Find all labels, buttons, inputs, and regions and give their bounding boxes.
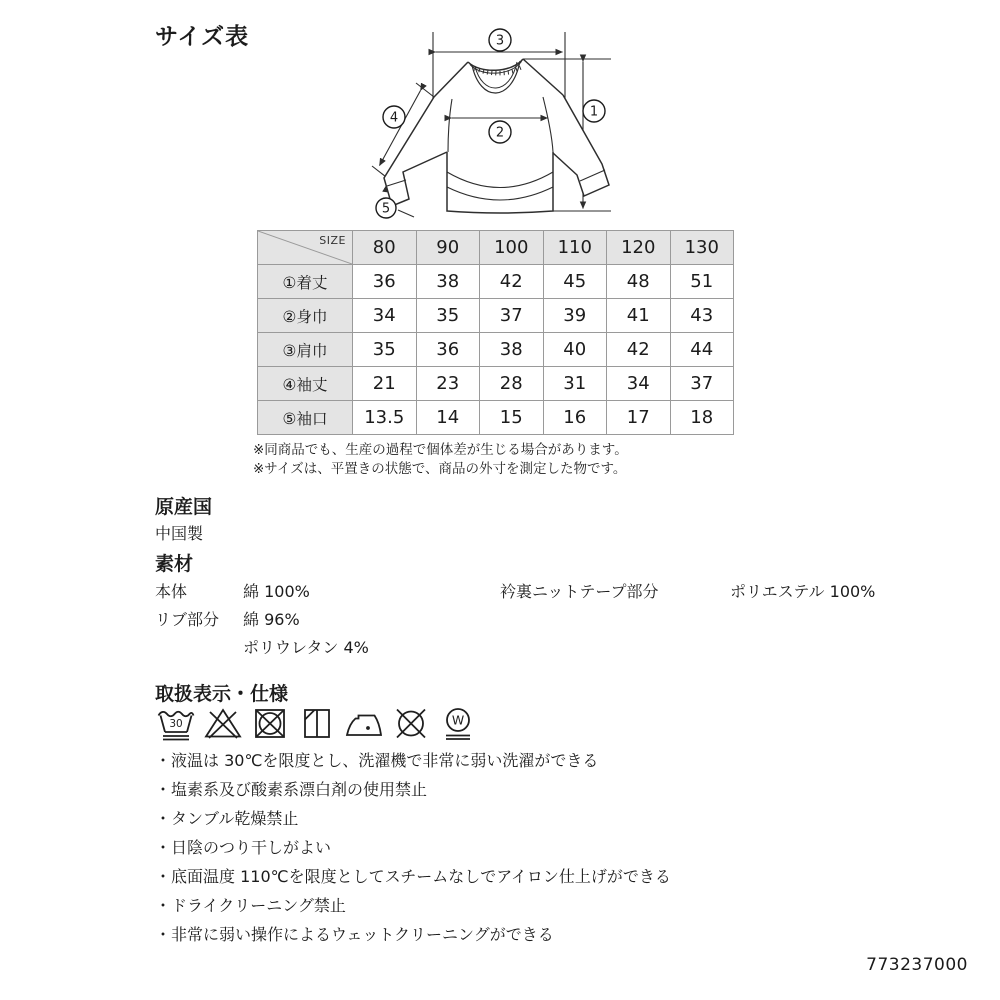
cell: 36: [416, 333, 480, 367]
cell: 16: [543, 401, 607, 435]
row-label: ②身巾: [258, 299, 353, 333]
cell: 42: [480, 265, 544, 299]
cell: 37: [670, 367, 734, 401]
row-label: ①着丈: [258, 265, 353, 299]
marker-2-icon: [489, 121, 511, 143]
table-row: [258, 367, 734, 401]
material-part: 衿裏ニットテープ部分: [500, 582, 659, 601]
cell: 36: [353, 265, 417, 299]
no-bleach-icon: [203, 706, 243, 742]
table-row: [258, 333, 734, 367]
svg-text:5: 5: [381, 201, 391, 217]
size-table: [257, 230, 734, 435]
origin-heading: 原産国: [155, 496, 213, 518]
cell: 34: [607, 367, 671, 401]
care-instruction-text: 日陰のつり干しがよい: [171, 838, 332, 857]
no-dry-clean-icon: [391, 706, 431, 742]
cell: 35: [416, 299, 480, 333]
wet-clean-very-gentle-icon: [438, 706, 478, 742]
table-row: [258, 299, 734, 333]
marker-3-icon: [489, 29, 511, 51]
svg-text:4: 4: [389, 110, 399, 126]
row-label: ⑤袖口: [258, 401, 353, 435]
care-instruction-text: タンブル乾燥禁止: [171, 809, 299, 828]
marker-5-icon: [376, 198, 396, 218]
care-instruction-text: 非常に弱い操作によるウェットクリーニングができる: [171, 925, 554, 944]
wash-30-very-gentle-icon: [156, 706, 196, 742]
bullet: ・: [155, 780, 172, 799]
bullet: ・: [155, 751, 172, 770]
material-composition: ポリウレタン 4%: [243, 638, 369, 657]
table-corner-cell: [258, 231, 353, 265]
col-header: 110: [543, 231, 607, 265]
iron-110-no-steam-icon: [344, 706, 384, 742]
cell: 45: [543, 265, 607, 299]
note-line: ※同商品でも、生産の過程で個体差が生じる場合があります。: [253, 442, 628, 458]
care-instruction-text: 塩素系及び酸素系漂白剤の使用禁止: [171, 780, 428, 799]
cell: 18: [670, 401, 734, 435]
cell: 42: [607, 333, 671, 367]
care-instruction-text: 底面温度 110℃を限度としてスチームなしでアイロン仕上げができる: [171, 867, 671, 886]
material-part: 本体: [155, 582, 188, 601]
svg-text:30: 30: [169, 718, 183, 730]
material-part: リブ部分: [155, 610, 220, 629]
cell: 39: [543, 299, 607, 333]
garment-diagram: [360, 15, 650, 235]
corner-size-label: SIZE: [319, 234, 346, 247]
care-instruction-text: 液温は 30℃を限度とし、洗濯機で非常に弱い洗濯ができる: [171, 751, 599, 770]
size-table-notes: [253, 441, 628, 479]
no-tumble-dry-icon: [250, 706, 290, 742]
bullet: ・: [155, 925, 172, 944]
cell: 28: [480, 367, 544, 401]
materials-heading: 素材: [155, 553, 194, 575]
col-header: 130: [670, 231, 734, 265]
material-composition: 綿 96%: [243, 610, 300, 629]
cell: 31: [543, 367, 607, 401]
col-header: 90: [416, 231, 480, 265]
material-composition: 綿 100%: [243, 582, 310, 601]
note-line: ※サイズは、平置きの状態で、商品の外寸を測定した物です。: [253, 461, 627, 477]
bullet: ・: [155, 838, 172, 857]
cell: 44: [670, 333, 734, 367]
cell: 21: [353, 367, 417, 401]
care-instruction-item: [155, 808, 671, 837]
cell: 35: [353, 333, 417, 367]
material-composition: ポリエステル 100%: [730, 582, 876, 601]
row-label: ③肩巾: [258, 333, 353, 367]
bullet: ・: [155, 809, 172, 828]
product-code: 773237000: [866, 955, 968, 975]
cell: 14: [416, 401, 480, 435]
table-header-row: [258, 231, 734, 265]
care-instruction-item: [155, 866, 671, 895]
bullet: ・: [155, 896, 172, 915]
cell: 17: [607, 401, 671, 435]
care-instruction-text: ドライクリーニング禁止: [171, 896, 346, 915]
cell: 40: [543, 333, 607, 367]
care-instruction-item: [155, 750, 671, 779]
cell: 34: [353, 299, 417, 333]
line-dry-in-shade-icon: [297, 706, 337, 742]
col-header: 120: [607, 231, 671, 265]
cell: 51: [670, 265, 734, 299]
col-header: 80: [353, 231, 417, 265]
care-heading: 取扱表示・仕様: [155, 683, 289, 705]
cell: 15: [480, 401, 544, 435]
svg-text:3: 3: [495, 33, 505, 49]
cell: 48: [607, 265, 671, 299]
care-instruction-item: [155, 837, 671, 866]
svg-text:2: 2: [495, 125, 505, 141]
cell: 38: [416, 265, 480, 299]
marker-4-icon: [383, 106, 405, 128]
care-instruction-item: [155, 924, 671, 953]
table-row: [258, 401, 734, 435]
cell: 23: [416, 367, 480, 401]
row-label: ④袖丈: [258, 367, 353, 401]
cell: 43: [670, 299, 734, 333]
cell: 13.5: [353, 401, 417, 435]
bullet: ・: [155, 867, 172, 886]
origin-value: 中国製: [155, 524, 204, 543]
page-title: サイズ表: [155, 24, 250, 50]
care-instruction-item: [155, 895, 671, 924]
col-header: 100: [480, 231, 544, 265]
cell: 41: [607, 299, 671, 333]
care-symbols: [156, 706, 478, 742]
marker-1-icon: [583, 100, 605, 122]
svg-text:W: W: [451, 712, 465, 728]
cell: 37: [480, 299, 544, 333]
cell: 38: [480, 333, 544, 367]
care-instruction-item: [155, 779, 671, 808]
table-row: [258, 265, 734, 299]
svg-text:1: 1: [589, 104, 599, 120]
care-instructions: [155, 750, 671, 953]
